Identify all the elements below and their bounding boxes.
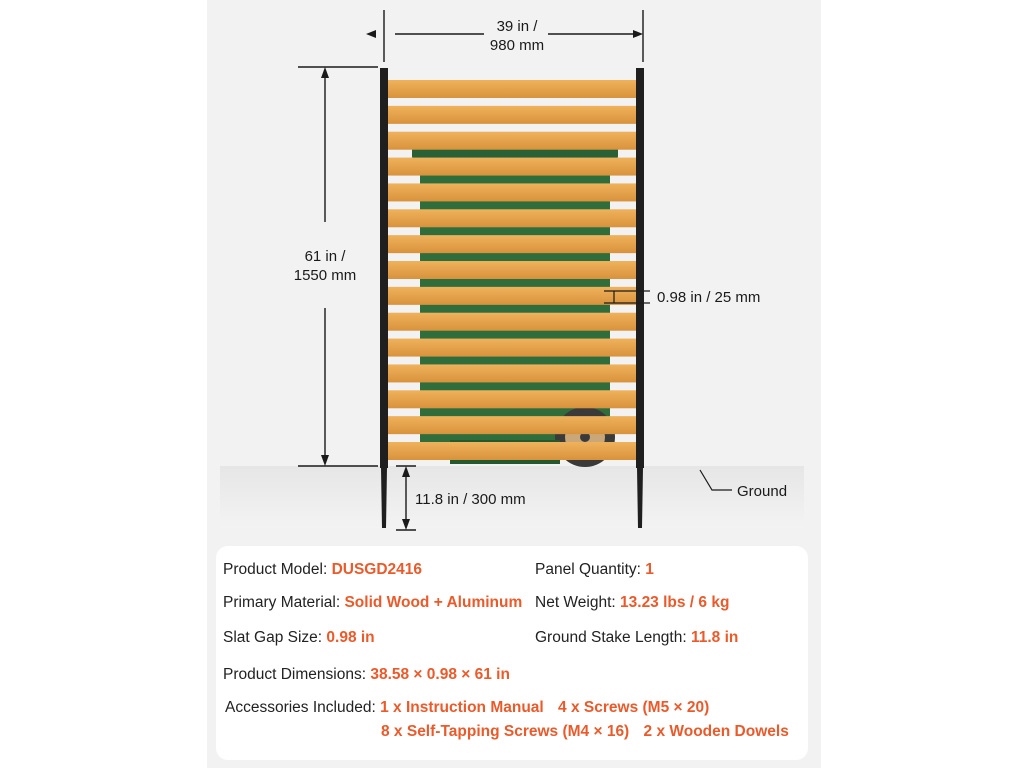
stake-arrow-top	[402, 466, 410, 477]
spec-net-weight: Net Weight: 13.23 lbs / 6 kg	[535, 594, 730, 611]
wood-slat	[388, 235, 636, 253]
right-post	[636, 68, 644, 468]
stake-arrow-bottom	[402, 519, 410, 530]
spec-slat-gap-size: Slat Gap Size: 0.98 in	[223, 629, 375, 646]
wood-slat	[388, 390, 636, 408]
wood-slat	[388, 287, 636, 305]
spec-primary-material: Primary Material: Solid Wood + Aluminum	[223, 594, 523, 611]
ground-leader-line	[700, 470, 732, 490]
width-arrow-left	[366, 30, 376, 38]
accessory-item: 8 x Self-Tapping Screws (M4 × 16)	[381, 723, 630, 740]
width-arrow-right	[633, 30, 643, 38]
stake-length-label: 11.8 in / 300 mm	[415, 491, 526, 508]
height-arrow-bottom	[321, 455, 329, 466]
height-arrow-top	[321, 67, 329, 78]
spec-ground-stake-length: Ground Stake Length: 11.8 in	[535, 629, 739, 646]
accessory-item: 4 x Screws (M5 × 20)	[558, 699, 710, 716]
spec-product-model: Product Model: DUSGD2416	[223, 561, 423, 578]
wood-slat	[388, 313, 636, 331]
slat-gap-label: 0.98 in / 25 mm	[657, 289, 761, 306]
spec-product-dimensions: Product Dimensions: 38.58 × 0.98 × 61 in	[223, 666, 510, 683]
accessory-item: 2 x Wooden Dowels	[643, 723, 789, 740]
wood-slat	[388, 132, 636, 150]
left-post	[380, 68, 388, 468]
spec-card	[216, 546, 808, 760]
wood-slat	[388, 80, 636, 98]
wood-slat	[388, 442, 636, 460]
width-label: 39 in / 980 mm	[489, 18, 545, 54]
wood-slat	[388, 209, 636, 227]
wood-slat	[388, 183, 636, 201]
accessory-item: 1 x Instruction Manual	[380, 699, 544, 716]
wood-slat	[388, 261, 636, 279]
height-label: 61 in / 1550 mm	[293, 248, 357, 284]
wood-slat	[388, 364, 636, 382]
right-stake	[637, 468, 643, 528]
wood-slat	[388, 339, 636, 357]
left-stake	[381, 468, 387, 528]
spec-panel-quantity: Panel Quantity: 1	[535, 561, 654, 578]
ground-label: Ground	[737, 483, 788, 500]
wood-slat	[388, 416, 636, 434]
wood-slat	[388, 106, 636, 124]
wood-slat	[388, 158, 636, 176]
spec-accessories: Accessories Included: 1 x Instruction Manual 4 x Screws (M5 × 20)	[225, 699, 710, 716]
spec-accessories-continued	[381, 723, 789, 741]
wood-slats	[388, 80, 636, 460]
